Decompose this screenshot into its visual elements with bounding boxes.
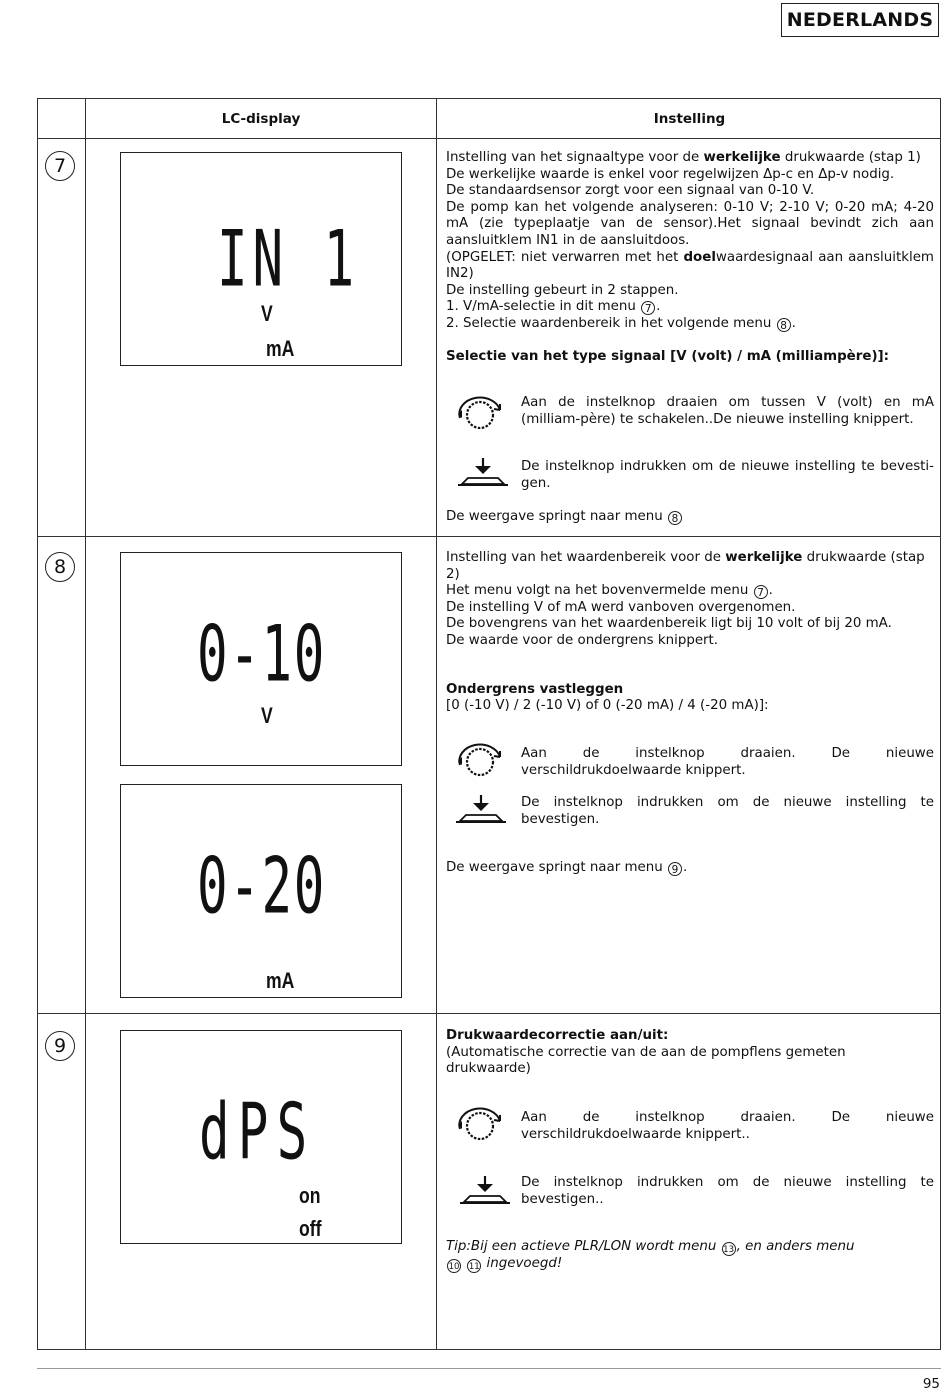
section-heading: Drukwaardecorrectie aan/uit:	[446, 1028, 669, 1043]
step9-description	[446, 1028, 934, 1078]
step-number: 9	[45, 1031, 75, 1061]
header-lc-display: LC-display	[221, 111, 301, 127]
turn-instruction: Aan de instelknop draaien om tussen V (volt) en mA (milliam-père) te schakelen..De nieuwe instelling knippert.	[521, 395, 934, 427]
text: Instelling van het waardenbereik voor de	[446, 550, 726, 565]
menu-ref: 11	[467, 1259, 481, 1273]
language-label: NEDERLANDS	[781, 3, 939, 37]
text-bold: doel	[683, 249, 716, 265]
knob-press-icon	[456, 456, 510, 488]
knob-turn-icon	[456, 1107, 504, 1145]
text: drukwaarde (stap 1)	[780, 150, 921, 165]
text: Tip:Bij een actieve PLR/LON wordt menu	[446, 1239, 721, 1254]
text: Instelling van het signaaltype voor de	[446, 150, 704, 165]
text: De pomp kan het volgende analyseren: 0-10 V; 2-10 V; 0-20 mA; 4-20 mA (zie typeplaatje van de sensor).Het signaal bevindt zich aan aansluitklem IN1 in de aansluitdoos.	[446, 199, 934, 248]
menu-ref: 10	[447, 1259, 461, 1273]
text: De werkelijke waarde is enkel voor regelwijzen Δp-c en Δp-v nodig.	[446, 166, 895, 182]
page-number: 95	[922, 1376, 940, 1392]
lcd-unit-v: V	[261, 703, 273, 728]
text: Het menu volgt na het bovenvermelde menu	[446, 583, 753, 599]
text: 2. Selectie waardenbereik in het volgende menu	[446, 315, 776, 331]
menu-ref: 8	[777, 318, 791, 332]
text: drukwaarde (stap 2)	[446, 550, 925, 582]
lcd-main-text: dPS	[199, 1086, 316, 1178]
lcd-display	[120, 784, 402, 998]
footer-rule	[37, 1368, 941, 1369]
knob-press-icon	[454, 793, 508, 825]
text: De standaardsensor zorgt voor een signaal van 0-10 V.	[446, 183, 815, 199]
text: ingevoegd!	[482, 1256, 563, 1271]
lcd-main-text: IN 1	[217, 213, 360, 305]
knob-turn-icon	[456, 396, 504, 434]
press-instruction: De instelknop indrukken om de nieuwe instelling te bevestigen..	[521, 1175, 934, 1207]
text-bold: werkelijke	[725, 550, 803, 565]
text: De weergave springt naar menu	[446, 509, 667, 524]
step8-description	[446, 550, 934, 715]
text: .	[768, 583, 773, 599]
lcd-unit-off: off	[299, 1216, 322, 1241]
lcd-display	[120, 152, 402, 366]
text: waardesignaal aan aansluitklem IN2)	[446, 249, 934, 282]
text: .	[683, 860, 688, 875]
knob-turn-icon	[456, 743, 504, 781]
menu-ref: 7	[754, 585, 768, 599]
press-instruction: De instelknop indrukken om de nieuwe instelling te bevesti-gen.	[521, 459, 934, 491]
text: De waarde voor de ondergrens knippert.	[446, 632, 719, 648]
menu-ref: 9	[668, 862, 682, 876]
step7-description	[446, 150, 934, 365]
step-number: 8	[45, 552, 75, 582]
step-number: 7	[45, 151, 75, 181]
column-divider	[436, 99, 437, 1349]
column-divider	[85, 99, 86, 1349]
text: [0 (-10 V) / 2 (-10 V) of 0 (-20 mA) / 4 (-20 mA)]:	[446, 698, 769, 714]
text: .	[791, 315, 796, 331]
menu-ref: 13	[722, 1242, 736, 1256]
next-menu-text	[446, 509, 934, 526]
text: .	[656, 299, 661, 315]
knob-press-icon	[458, 1174, 512, 1206]
text: , en anders menu	[736, 1239, 855, 1254]
text: (Automatische correctie van de aan de pompflens gemeten drukwaarde)	[446, 1044, 846, 1077]
section-heading: Selectie van het type signaal [V (volt) / mA (milliampère)]:	[446, 348, 890, 364]
menu-ref: 8	[668, 511, 682, 525]
lcd-unit-ma: mA	[266, 336, 295, 361]
menu-ref: 7	[641, 301, 655, 315]
turn-instruction: Aan de instelknop draaien. De nieuwe verschildrukdoelwaarde knippert.	[521, 746, 934, 778]
lcd-unit-on: on	[299, 1183, 321, 1208]
text: 1. V/mA-selectie in dit menu	[446, 299, 641, 315]
text-bold: werkelijke	[703, 150, 781, 165]
text: De weergave springt naar menu	[446, 860, 667, 875]
lcd-unit-v: V	[261, 301, 273, 326]
next-menu-text	[446, 860, 934, 877]
text: De instelling V of mA werd vanboven overgenomen.	[446, 599, 796, 615]
lcd-display	[120, 1030, 402, 1244]
tip-text	[446, 1239, 934, 1273]
lcd-main-text: 0-10	[197, 608, 326, 700]
row-divider	[38, 536, 940, 537]
section-heading: Ondergrens vastleggen	[446, 681, 624, 697]
text: De bovengrens van het waardenbereik ligt bij 10 volt of bij 20 mA.	[446, 616, 892, 632]
row-divider	[38, 1013, 940, 1014]
press-instruction: De instelknop indrukken om de nieuwe instelling te bevestigen.	[521, 795, 934, 827]
text: De instelling gebeurt in 2 stappen.	[446, 282, 679, 298]
lcd-display	[120, 552, 402, 766]
lcd-main-text: 0-20	[197, 840, 326, 932]
lcd-unit-ma: mA	[266, 968, 295, 993]
header-instelling: Instelling	[653, 111, 726, 127]
text: (OPGELET: niet verwarren met het	[446, 249, 684, 265]
turn-instruction: Aan de instelknop draaien. De nieuwe verschildrukdoelwaarde knippert..	[521, 1110, 934, 1142]
